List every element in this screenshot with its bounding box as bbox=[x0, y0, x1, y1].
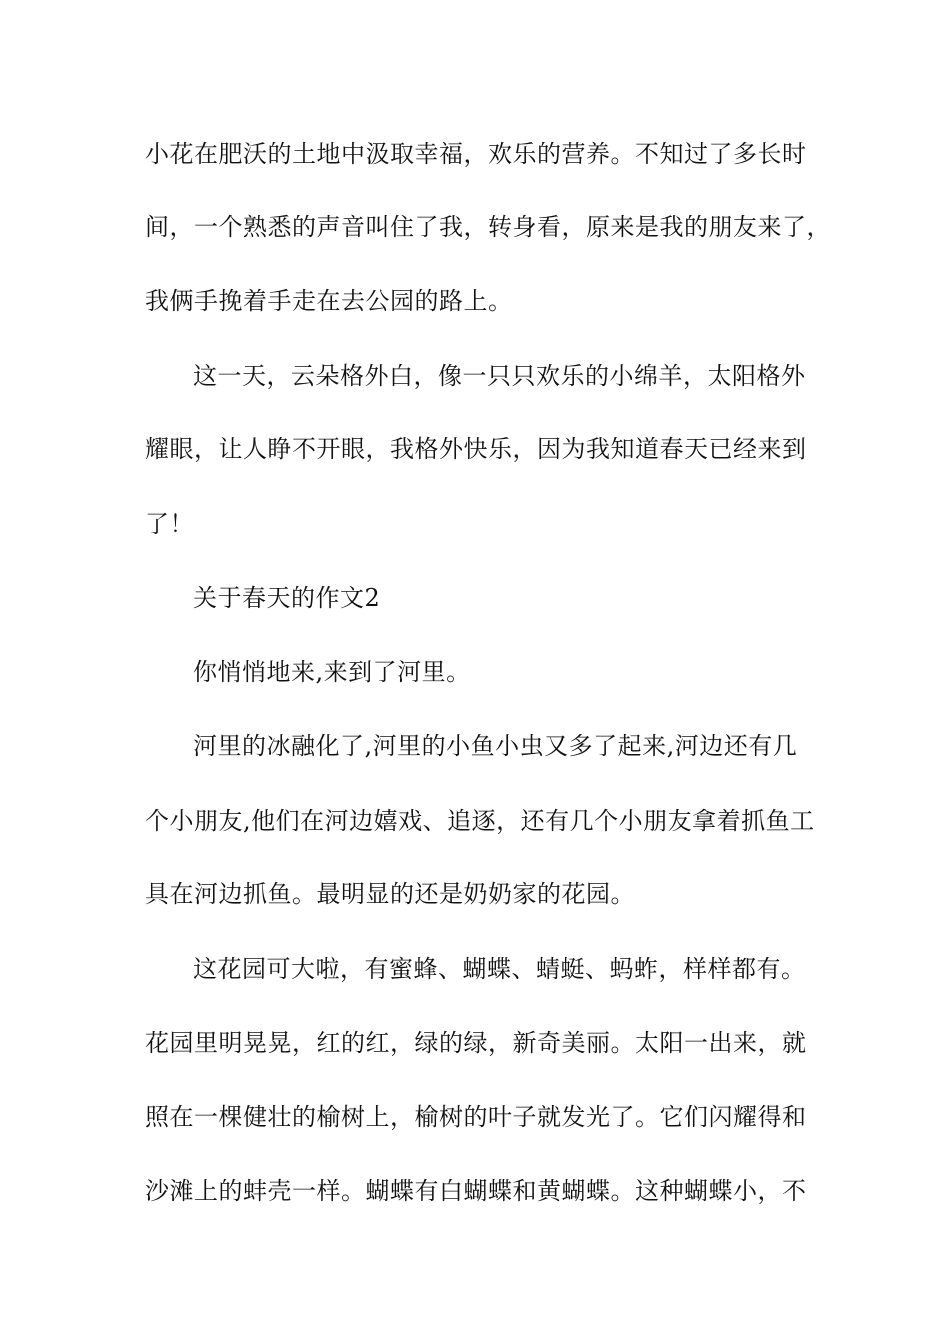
paragraph-start-line: 你悄悄地来,来到了河里。 bbox=[193, 658, 471, 686]
text-line: 花园里明晃晃，红的红，绿的绿，新奇美丽。太阳一出来，就 bbox=[145, 1029, 807, 1057]
text-line: 了！ bbox=[145, 510, 194, 538]
text-line: 间，一个熟悉的声音叫住了我，转身看，原来是我的朋友来了， bbox=[145, 213, 831, 241]
paragraph-start-line: 河里的冰融化了,河里的小鱼小虫又多了起来,河边还有几 bbox=[193, 732, 798, 760]
text-line: 个小朋友,他们在河边嬉戏、追逐，还有几个小朋友拿着抓鱼工 bbox=[145, 807, 815, 835]
text-line: 照在一棵健壮的榆树上，榆树的叶子就发光了。它们闪耀得和 bbox=[145, 1103, 807, 1131]
text-line: 具在河边抓鱼。最明显的还是奶奶家的花园。 bbox=[145, 880, 635, 908]
paragraph-start-line: 这一天，云朵格外白，像一只只欢乐的小绵羊，太阳格外 bbox=[193, 362, 806, 390]
text-line: 耀眼，让人睁不开眼，我格外快乐，因为我知道春天已经来到 bbox=[145, 435, 807, 463]
text-line: 沙滩上的蚌壳一样。蝴蝶有白蝴蝶和黄蝴蝶。这种蝴蝶小，不 bbox=[145, 1177, 807, 1205]
section-heading: 关于春天的作文2 bbox=[193, 584, 381, 612]
paragraph-start-line: 这花园可大啦，有蜜蜂、蝴蝶、蜻蜓、蚂蚱，样样都有。 bbox=[193, 955, 806, 983]
text-line: 我俩手挽着手走在去公园的路上。 bbox=[145, 287, 513, 315]
text-line: 小花在肥沃的土地中汲取幸福，欢乐的营养。不知过了多长时 bbox=[145, 140, 807, 168]
